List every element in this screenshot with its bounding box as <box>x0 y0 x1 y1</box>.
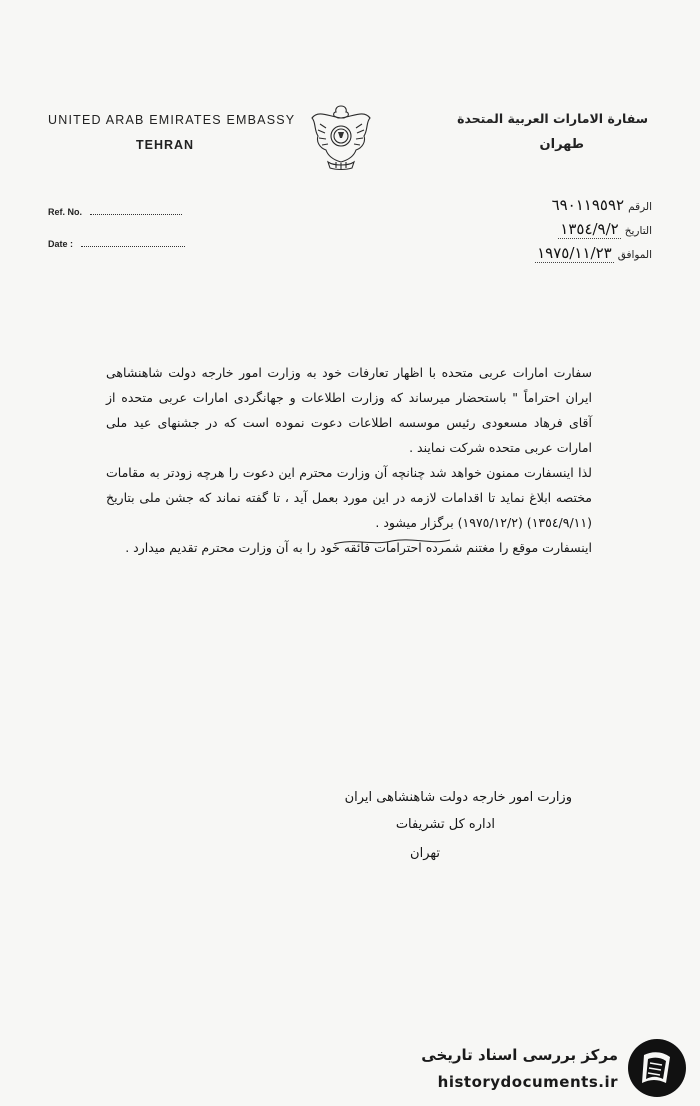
body-paragraph-3: اینسفارت موقع را مغتنم شمرده احترامات فائقه خود را به آن وزارت محترم تقدیم میدارد . <box>125 540 592 555</box>
corresponding-label-ar: الموافق <box>617 249 652 261</box>
archive-document-logo-icon <box>626 1037 688 1099</box>
address-line-1: وزارت امور خارجه دولت شاهنشاهی ایران <box>344 790 572 805</box>
date-label: Date : <box>48 239 74 249</box>
ref-value: ٦٩٠١١٩٥٩٢ <box>551 196 625 214</box>
date-line <box>48 238 185 249</box>
address-line-2: اداره کل تشریفات <box>395 817 495 832</box>
date-value: ١٣٥٤/٩/٢ <box>560 220 619 238</box>
body-paragraph-1: سفارت امارات عربی متحده با اظهار تعارفات خود به وزارت امور خارجه دولت شاهنشاهی ایران احتراماً " باستحضار میرساند که وزارت اطلاعات و جهانگردی امارات عربی متحده از آقای فرهاد مسعودی رئیس موسسه اطلاعات دعوت نموده است که در جشنهای عید ملی امارات عربی متحده شرکت نمایند . <box>106 365 592 455</box>
corresponding-value: ١٩٧٥/١١/٢٣ <box>537 244 612 262</box>
embassy-city-en: TEHRAN <box>136 138 195 152</box>
watermark-title: مرکز بررسی اسناد تاریخی <box>421 1046 618 1064</box>
corresponding-date-ar <box>535 244 652 262</box>
address-line-3: تهران <box>410 846 440 861</box>
watermark-url: historydocuments.ir <box>437 1073 618 1091</box>
body-paragraph-2: لذا اینسفارت ممنون خواهد شد چنانچه آن وزارت محترم این دعوت را هرچه زودتر به مقامات مختصه ابلاغ نماید تا اقدامات لازمه در این مورد بعمل آید ، تا گفته نماند که جشن ملی بتاریخ (١٣٥٤/٩/١١) (١٩٧٥/١٢/٢) برگزار میشود . <box>106 465 592 530</box>
ref-label-ar: الرقم <box>628 201 652 213</box>
date-label-ar: التاريخ <box>624 225 652 237</box>
date-ar <box>558 220 652 238</box>
uae-falcon-emblem-icon <box>308 100 374 172</box>
ref-label: Ref. No. <box>48 207 83 217</box>
ref-number-line <box>48 206 182 217</box>
embassy-city-ar: طهران <box>539 137 584 152</box>
embassy-name-en: UNITED ARAB EMIRATES EMBASSY <box>48 113 296 127</box>
handwritten-underline-icon <box>332 534 452 548</box>
ref-number-ar <box>552 196 652 214</box>
letter-body <box>106 360 592 560</box>
embassy-name-ar: سفارة الامارات العربية المتحدة <box>457 111 648 126</box>
